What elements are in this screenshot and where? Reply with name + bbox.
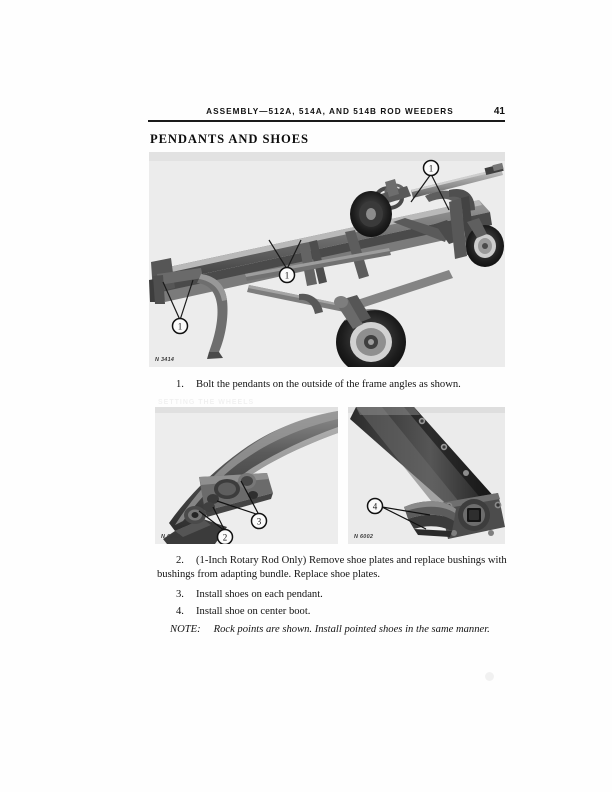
figure-code: N 3414 [155, 357, 175, 363]
figure-code: N 6002 [354, 534, 374, 540]
step-number: 2. [176, 555, 184, 566]
section-heading: PENDANTS AND SHOES [150, 132, 309, 146]
instruction-step-3 [176, 588, 506, 602]
step-number: 1. [176, 379, 184, 390]
svg-text:3: 3 [256, 516, 262, 527]
svg-text:1: 1 [428, 163, 434, 174]
step-text: Bolt the pendants on the outside of the frame angles as shown. [196, 379, 461, 390]
figure-pendant-shoe-plate [155, 407, 338, 544]
instruction-step-1 [176, 378, 506, 392]
svg-text:2: 2 [222, 532, 228, 543]
figure-bottom-right-artwork [348, 407, 505, 544]
instruction-step-2 [157, 554, 507, 583]
step-number: 4. [176, 606, 184, 617]
step-text: Install shoe on center boot. [196, 606, 311, 617]
note-block [170, 624, 510, 635]
instruction-step-4 [176, 605, 506, 619]
figure-bottom-left-artwork [155, 407, 338, 544]
step-number: 3. [176, 589, 184, 600]
figure-code: N 6003 [161, 534, 181, 540]
header-divider [148, 120, 505, 122]
step-text: (1-Inch Rotary Rod Only) Remove shoe plates and replace bushings with bushings from adapting bundle. Replace shoe plates. [157, 555, 507, 581]
note-label: NOTE: [170, 624, 201, 635]
running-header [148, 106, 505, 117]
header-title: ASSEMBLY—512A, 514A, AND 514B ROD WEEDERS [206, 107, 454, 116]
svg-text:1: 1 [284, 270, 290, 281]
figure-top-artwork [149, 152, 505, 367]
figure-rod-weeder-frame [149, 152, 505, 367]
note-text: Rock points are shown. Install pointed shoes in the same manner. [213, 624, 490, 635]
scan-artifact [485, 672, 494, 681]
page-number: 41 [493, 106, 505, 117]
figure-center-boot [348, 407, 505, 544]
scan-bleed-text: SETTING THE WHEELS [158, 399, 255, 406]
step-text: Install shoes on each pendant. [196, 589, 323, 600]
svg-text:1: 1 [177, 321, 183, 332]
svg-text:4: 4 [372, 501, 378, 512]
